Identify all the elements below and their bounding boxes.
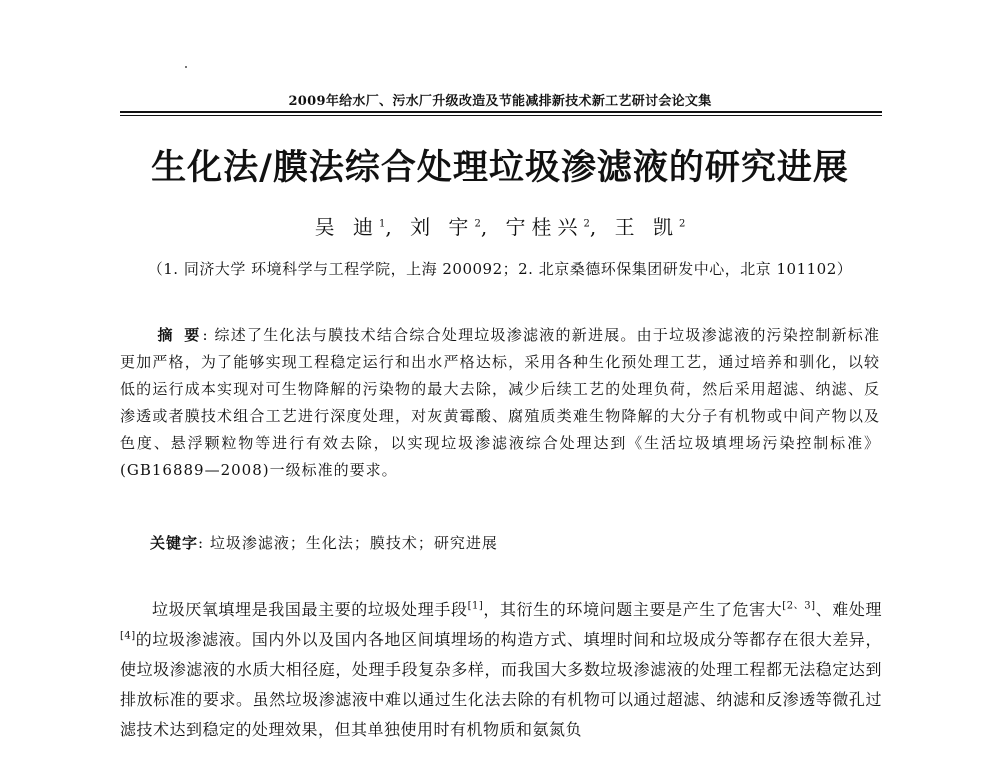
- author-name: 宁桂兴: [505, 215, 584, 239]
- author-separator: ,: [480, 215, 494, 239]
- header-rule-thin: [120, 115, 882, 116]
- author-separator: ,: [589, 215, 603, 239]
- body-text: 的垃圾渗滤液。国内外以及国内各地区间填埋场的构造方式、填埋时间和垃圾成分等都存在很大差异，使垃圾渗滤液的水质大相径庭，处理手段复杂多样，而我国大多数垃圾渗滤液的处理工程都无法稳定达到排放标准的要求。虽然垃圾渗滤液中难以通过生化法去除的有机物可以通过超滤、纳滤和反渗透等微孔过滤技术达到稳定的处理效果，但其单独使用时有机物质和氨氮负: [120, 630, 882, 739]
- body-paragraph: [120, 595, 882, 745]
- running-header: 2009年给水厂、污水厂升级改造及节能减排新技术新工艺研讨会论文集: [288, 94, 712, 109]
- author-affil-mark: 2: [678, 218, 686, 230]
- author-affil-mark: 1: [378, 218, 386, 230]
- citation: [2、3]: [782, 600, 816, 612]
- body-text: ，其衍生的环境问题主要是产生了危害大: [483, 600, 783, 619]
- abstract-text: 综述了生化法与膜技术结合综合处理垃圾渗滤液的新进展。由于垃圾渗滤液的污染控制新标准更加严格，为了能够实现工程稳定运行和出水严格达标，采用各种生化预处理工艺，通过培养和驯化，以较低的运行成本实现对可生物降解的污染物的最大去除，减少后续工艺的处理负荷，然后采用超滤、纳滤、反渗透或者膜技术组合工艺进行深度处理，对灰黄霉酸、腐殖质类难生物降解的大分子有机物或中间产物以及色度、悬浮颗粒物等进行有效去除，以实现垃圾渗滤液综合处理达到《生活垃圾填埋场污染控制标准》(GB16889—2008)一级标准的要求。: [120, 326, 880, 479]
- author-name: 刘 宇: [410, 215, 475, 239]
- author-separator: ,: [385, 215, 398, 239]
- abstract-colon: :: [202, 326, 209, 344]
- abstract-label: 摘 要: [157, 326, 203, 344]
- author-affil-mark: 2: [583, 218, 590, 230]
- body-text: 、难处理: [815, 600, 882, 619]
- keywords-colon: :: [198, 534, 205, 552]
- abstract: [120, 322, 880, 484]
- author-list: [100, 211, 900, 240]
- citation: [4]: [120, 630, 136, 642]
- author-name: 吴 迪: [314, 215, 379, 239]
- keywords-label: 关键字: [150, 534, 199, 552]
- paper-title: 生化法/膜法综合处理垃圾渗滤液的研究进展: [151, 148, 849, 188]
- author-affil-mark: 2: [474, 218, 481, 230]
- header-rule-thick: [120, 111, 882, 113]
- keywords-text: 垃圾渗滤液；生化法；膜技术；研究进展: [209, 534, 498, 552]
- author-name: 王 凯: [614, 215, 679, 239]
- scan-speck: [185, 66, 187, 68]
- body-text: 垃圾厌氧填埋是我国最主要的垃圾处理手段: [152, 600, 468, 619]
- keywords: [150, 532, 880, 553]
- citation: [1]: [467, 600, 484, 612]
- affiliations: （1. 同济大学 环境科学与工程学院，上海 200092；2. 北京桑德环保集团研发中心，北京 101102）: [147, 260, 853, 278]
